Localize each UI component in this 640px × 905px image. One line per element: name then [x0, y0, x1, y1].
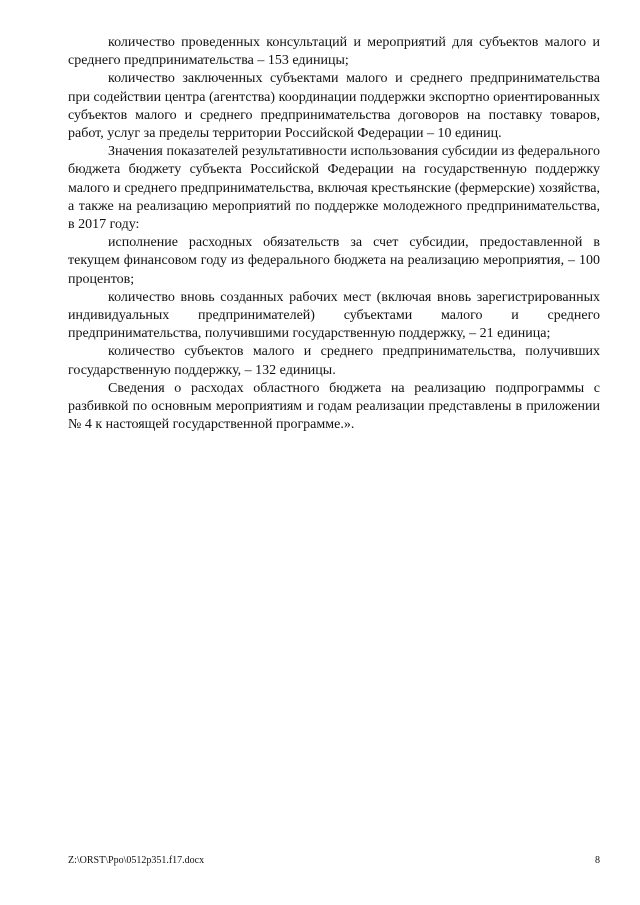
- paragraph-indicators-intro: Значения показателей результативности использования субсидии из федерального бюджета бюджету субъекта Российской Федерации на государственную поддержку малого и среднего предпринимательства, включая крестьянские (фермерские) хозяйства, а также на реализацию мероприятий по поддержке молодежного предпринимательства, в 2017 году:: [68, 144, 600, 233]
- paragraph-export-contracts: количество заключенных субъектами малого и среднего предпринимательства при содействии центра (агентства) координации поддержки экспортно ориентированных субъектов малого и среднего предпринимательства договоров на поставку товаров, работ, услуг за пределы территории Российской Федерации – 10 единиц.: [68, 71, 600, 142]
- paragraph-budget-info: Сведения о расходах областного бюджета на реализацию подпрограммы с разбивкой по основным мероприятиям и годам реализации представлены в приложении № 4 к настоящей государственной программе.».: [68, 380, 600, 433]
- footer-file-path: Z:\ORST\Ppo\0512p351.f17.docx: [68, 855, 205, 866]
- paragraph-subsidy-execution: исполнение расходных обязательств за счет субсидии, предоставленной в текущем финансовом году из федерального бюджета на реализацию мероприятия, – 100 процентов;: [68, 235, 600, 287]
- paragraph-new-jobs: количество вновь созданных рабочих мест (включая вновь зарегистрированных индивидуальных предпринимателей) субъектами малого и среднего предпринимательства, получившими государственную поддержку, – 21 единица;: [68, 289, 600, 342]
- page-number: 8: [595, 855, 600, 866]
- paragraph-consultations: количество проведенных консультаций и мероприятий для субъектов малого и среднего предпринимательства – 153 единицы;: [68, 35, 600, 69]
- paragraph-supported-subjects: количество субъектов малого и среднего предпринимательства, получивших государственную поддержку, – 132 единицы.: [68, 344, 600, 378]
- page-footer: [68, 853, 600, 869]
- document-body: [68, 34, 600, 434]
